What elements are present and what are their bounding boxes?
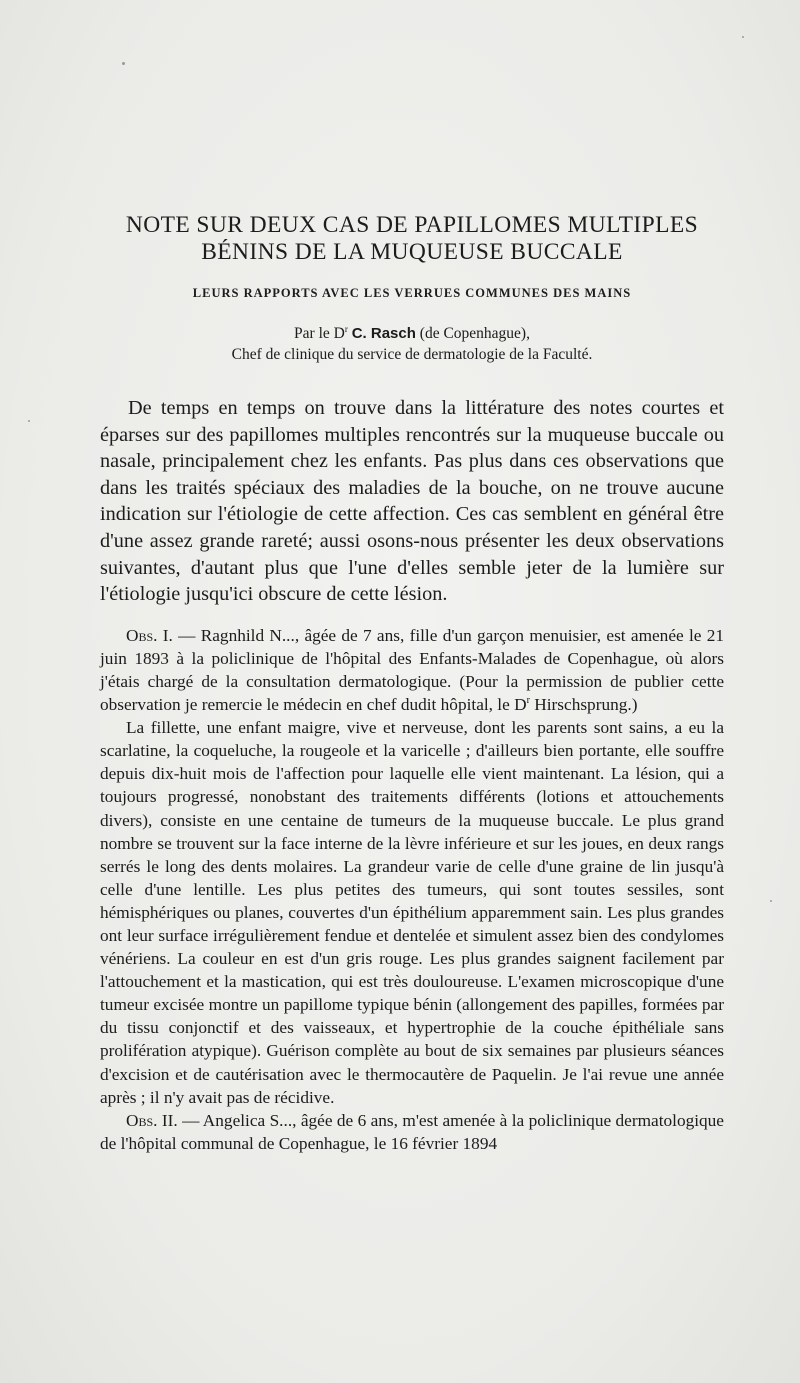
- author-name: C. Rasch: [351, 325, 416, 342]
- title-line-2: BÉNINS DE LA MUQUEUSE BUCCALE: [201, 239, 623, 265]
- observation-2-paragraph: [100, 1109, 724, 1155]
- lead-paragraph: De temps en temps on trouve dans la littérature des notes courtes et éparses sur des papillomes multiples rencontrés sur la muqueuse buccale ou nasale, principalement chez les enfants. Pas plus dans ces observations que dans les traités spéciaux des maladies de la bouche, on ne trouve aucune indication sur l'étiologie de cette affection. Ces cas semblent en général être d'une assez grande rareté; aussi osons-nous présenter les deux observations suivantes, d'autant plus que l'une d'elles semble jeter de la lumière sur l'étiologie jusqu'ici obscure de cette lésion.: [100, 397, 724, 606]
- obs-2-text: — Angelica S..., âgée de 6 ans, m'est amenée à la policlinique dermatologique de l'hôpital communal de Copenhague, le 16 février 1894: [100, 1110, 724, 1153]
- title-line-1: NOTE SUR DEUX CAS DE PAPILLOMES MULTIPLES: [125, 212, 699, 238]
- scan-speck: [770, 900, 772, 902]
- observation-1-description: La fillette, une enfant maigre, vive et nerveuse, dont les parents sont sains, a eu la scarlatine, la coqueluche, la rougeole et la varicelle ; d'ailleurs bien portante, elle souffre depuis dix-huit mois de l'affection pour laquelle elle vient maintenant. La lésion, qui a toujours progressé, nonobstant des traitements différents (lotions et attouchements divers), consiste en une centaine de tumeurs de la muqueuse buccale. Le plus grand nombre se trouvent sur la face interne de la lèvre inférieure et sur les joues, en deux rangs serrés le long des dents molaires. La grandeur varie de celle d'une graine de lin jusqu'à celle d'une lentille. Les plus petites des tumeurs, qui sont toutes sessiles, sont hémisphériques ou planes, couvertes d'un épithélium apparemment sain. Les plus grandes ont leur surface irrégulièrement fendue et dentelée et simulent assez bien des condylomes vénériens. La couleur en est d'un gris rouge. Les plus grandes saignent facilement par l'attouchement et la mastication, qui est très douloureuse. L'examen microscopique d'une tumeur excisée montre un papillome typique bénin (allongement des papilles, formées par du tissu conjonctif et des vaisseaux, et hypertrophie de la couche épithéliale sans prolifération atypique). Guérison complète au bout de six semaines par plusieurs séances d'excision et de cautérisation avec le thermocautère de Paquelin. Je l'ai revue une année après ; il n'y avait pas de récidive.: [100, 718, 724, 1107]
- scan-speck: [28, 420, 30, 422]
- article: [100, 212, 724, 1155]
- byline: [100, 323, 724, 365]
- author-affiliation: Chef de clinique du service de dermatologie de la Faculté.: [231, 346, 593, 363]
- article-subtitle: LEURS RAPPORTS AVEC LES VERRUES COMMUNES DES MAINS: [192, 286, 632, 300]
- par-le-dr: Par le D: [294, 325, 345, 342]
- obs-1-text-a: — Ragnhild N..., âgée de 7 ans, fille d'un garçon menuisier, est amenée le 21 juin 1893 à la policlinique de l'hôpital des Enfants-Malades de Copenhague, où alors j'étais chargé de la consultation dermatologique. (Pour la permission de publier cette observation je remercie le médecin en chef dudit hôpital, le D: [100, 625, 725, 715]
- obs-1-dr-superscript: r: [526, 695, 530, 707]
- obs-2-label: Obs. II.: [126, 1110, 178, 1130]
- observations: [100, 624, 724, 1155]
- scan-speck: [742, 36, 744, 38]
- author-origin: (de Copenhague),: [419, 325, 530, 342]
- dr-superscript: r: [344, 323, 348, 334]
- lead-section: [100, 395, 724, 608]
- scan-speck: [122, 62, 125, 65]
- obs-1-label: Obs. I.: [126, 625, 173, 645]
- observation-1-paragraph: [100, 624, 724, 716]
- article-title: [100, 212, 724, 266]
- author-line: [100, 323, 724, 344]
- obs-1-text-b: Hirschsprung.): [529, 695, 638, 715]
